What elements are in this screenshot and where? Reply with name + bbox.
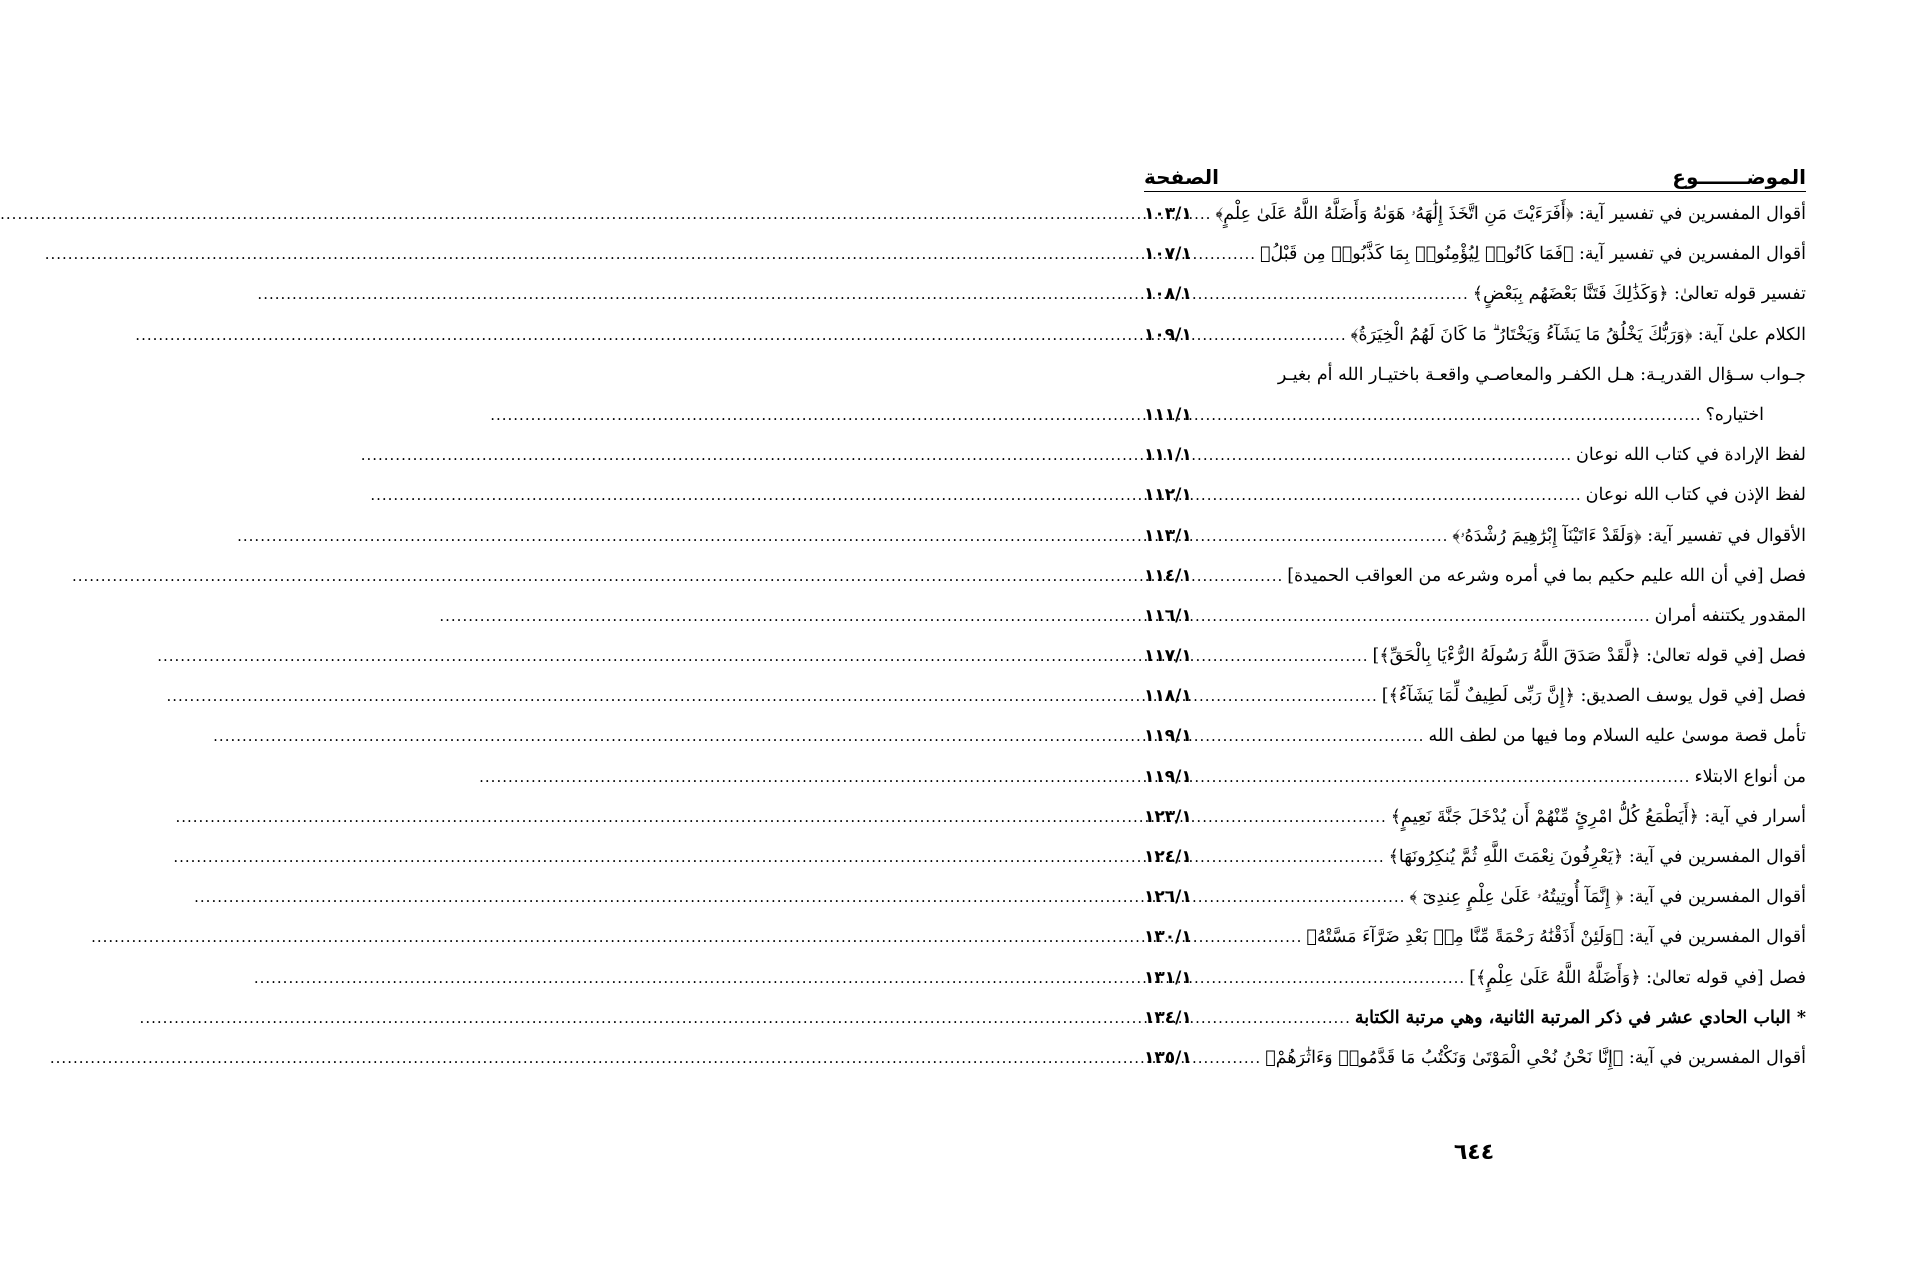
toc-entry-page: ١٠٣/١ (1144, 204, 1192, 224)
toc-entry-page: ١١٣/١ (1144, 525, 1192, 546)
dot-leader (1192, 837, 1389, 877)
dot-leader (1192, 1038, 1265, 1078)
toc-entry-page: ١٢٣/١ (1144, 806, 1192, 827)
dot-leader (1192, 274, 1473, 314)
dot-leader (1192, 917, 1307, 957)
toc-entry-title: أقوال المفسرين في آية: ﴿يَعْرِفُونَ نِعْمَتَ اللَّهِ ثُمَّ يُنكِرُونَهَا﴾ (1388, 847, 1806, 867)
toc-entry-title: أسرار في آية: ﴿أَيَطْمَعُ كُلُّ امْرِئٍ مِّنْهُمْ أَن يُدْخَلَ جَنَّةَ نَعِيمٍ﴾ (1390, 806, 1806, 827)
toc-entry-title: أقوال المفسرين في تفسير آية: ﴿فَمَا كَانُوا۟ لِيُؤْمِنُوا۟ بِمَا كَذَّبُوا۟ مِن قَبْلُ﴾ (1260, 244, 1806, 265)
toc-entry (1144, 797, 1806, 837)
toc-entry-title: لفظ الإذن في كتاب الله نوعان (1585, 485, 1806, 506)
toc-entry-page: ١٢٤/١ (1144, 847, 1192, 867)
toc-entry-title: فصل [في قوله تعالىٰ: ﴿لَّقَدْ صَدَقَ اللَّهُ رَسُولَهُ الرُّءْيَا بِالْحَقِّ﴾] (1372, 646, 1806, 667)
page-number: ٦٤٤ (1453, 1140, 1495, 1165)
dot-leader (1192, 716, 1429, 756)
toc-entry-page: ١١١/١ (1144, 404, 1192, 425)
toc-entry-title: اختياره؟ (1705, 404, 1764, 425)
table-of-contents (1144, 194, 1806, 1078)
toc-entry (1144, 194, 1806, 234)
dot-leader (1192, 475, 1586, 515)
toc-entry (1144, 556, 1806, 596)
toc-entry-page: ١٣٠/١ (1144, 927, 1192, 948)
toc-entry (1144, 596, 1806, 636)
toc-entry-title: فصل [في قول يوسف الصديق: ﴿إِنَّ رَبِّى لَطِيفٌ لِّمَا يَشَآءُ﴾] (1381, 686, 1806, 707)
toc-entry-title: من أنواع الابتلاء (1694, 766, 1806, 787)
toc-entry (1144, 516, 1806, 556)
toc-entry (1144, 877, 1806, 917)
toc-entry (1144, 636, 1806, 676)
toc-entry-title: * الباب الحادي عشر في ذكر المرتبة الثانية، وهي مرتبة الكتابة (1354, 1007, 1806, 1028)
toc-entry-title: أقوال المفسرين في آية: ﴿ إِنَّمَآ أُوتِيتُهُۥ عَلَىٰ عِلْمٍ عِندِىٓ ﴾ (1409, 887, 1806, 908)
dot-leader (1192, 315, 1351, 355)
toc-entry-title: المقدور يكتنفه أمران (1654, 605, 1806, 626)
page-column-label: الصفحة (1144, 165, 1220, 189)
toc-entry (1144, 958, 1806, 998)
dot-leader (1192, 757, 1695, 797)
toc-entry (1144, 917, 1806, 957)
dot-leader (1192, 676, 1382, 716)
toc-entry (1144, 395, 1806, 435)
toc-entry-title: فصل [في أن الله عليم حكيم بما في أمره وشرعه من العواقب الحميدة] (1287, 565, 1806, 586)
toc-entry-page: ١١١/١ (1144, 445, 1192, 466)
toc-entry-page: ١١٢/١ (1144, 485, 1192, 506)
toc-entry (1144, 435, 1806, 475)
toc-entry-page: ١١٧/١ (1144, 646, 1192, 667)
toc-entry-page: ١٣١/١ (1144, 967, 1192, 988)
toc-entry-title: لفظ الإرادة في كتاب الله نوعان (1575, 445, 1806, 466)
toc-entry-title: أقوال المفسرين في آية: ﴿وَلَئِنْ أَذَقْنَٰهُ رَحْمَةً مِّنَّا مِنۢ بَعْدِ ضَرَّآءَ مَسَّتْهُ﴾ (1306, 927, 1806, 948)
toc-entry (1144, 676, 1806, 716)
toc-entry-title: أقوال المفسرين في تفسير آية: ﴿أَفَرَءَيْتَ مَنِ اتَّخَذَ إِلَٰهَهُۥ هَوَىٰهُ وَأَضَلَّهُ اللَّهُ عَلَىٰ عِلْمٍ﴾ (1215, 204, 1806, 224)
toc-entry (1144, 274, 1806, 314)
dot-leader (1192, 556, 1288, 596)
toc-entry-page: ١٣٥/١ (1144, 1047, 1192, 1068)
toc-entry-title: تأمل قصة موسىٰ عليه السلام وما فيها من لطف الله (1428, 726, 1806, 747)
header-rule (1144, 191, 1806, 192)
toc-entry-page: ١٠٩/١ (1144, 324, 1192, 345)
toc-entry-page: ١١٤/١ (1144, 565, 1192, 586)
dot-leader (1192, 877, 1410, 917)
document-page (1024, 0, 1924, 1271)
toc-entry (1144, 837, 1806, 877)
dot-leader (1192, 435, 1576, 475)
toc-entry (1144, 1038, 1806, 1078)
toc-entry-title: جـواب سـؤال القدريـة: هـل الكفـر والمعاصـي واقعـة باختيـار الله أم بغيـر (1277, 364, 1806, 385)
dot-leader (1192, 194, 1216, 234)
toc-entry-page: ١١٩/١ (1144, 766, 1192, 787)
toc-entry (1144, 757, 1806, 797)
toc-entry (1144, 716, 1806, 756)
toc-entry-page: ١٠٧/١ (1144, 244, 1192, 265)
toc-entry-page: ١١٩/١ (1144, 726, 1192, 747)
toc-entry-page: ١١٦/١ (1144, 605, 1192, 626)
toc-entry (1144, 998, 1806, 1038)
toc-entry-page: ١٠٨/١ (1144, 284, 1192, 305)
toc-entry (1144, 234, 1806, 274)
toc-entry-page: ١١٨/١ (1144, 686, 1192, 707)
dot-leader (1192, 636, 1373, 676)
toc-entry-page: ١٢٦/١ (1144, 887, 1192, 908)
table-header (1144, 150, 1806, 190)
dot-leader (1192, 516, 1453, 556)
dot-leader (1192, 958, 1469, 998)
toc-entry (1144, 315, 1806, 355)
dot-leader (1192, 998, 1355, 1038)
dot-leader (1192, 234, 1260, 274)
topic-column-label: الموضـــــــوع (1672, 165, 1806, 189)
toc-entry-title: الأقوال في تفسير آية: ﴿وَلَقَدْ ءَاتَيْنَآ إِبْرَٰهِيمَ رُشْدَهُۥ﴾ (1452, 525, 1806, 546)
toc-entry-title: تفسير قوله تعالىٰ: ﴿وَكَذَٰلِكَ فَتَنَّا بَعْضَهُم بِبَعْضٍ﴾ (1472, 284, 1806, 305)
dot-leader (1192, 596, 1655, 636)
dot-leader (1192, 797, 1391, 837)
toc-entry (1144, 355, 1806, 395)
dot-leader (1192, 395, 1706, 435)
toc-entry-title: أقوال المفسرين في آية: ﴿إِنَّا نَحْنُ نُحْىِ الْمَوْتَىٰ وَنَكْتُبُ مَا قَدَّمُوا۟ وَءَاثَٰرَهُمْ﴾ (1265, 1047, 1806, 1068)
toc-entry-title: الكلام علىٰ آية: ﴿وَرَبُّكَ يَخْلُقُ مَا يَشَآءُ وَيَخْتَارُ ۗ مَا كَانَ لَهُمُ الْخِيَرَةُ﴾ (1350, 324, 1806, 345)
toc-entry-title: فصل [في قوله تعالىٰ: ﴿وَأَضَلَّهُ اللَّهُ عَلَىٰ عِلْمٍ﴾] (1469, 967, 1806, 988)
toc-entry (1144, 475, 1806, 515)
toc-entry-page: ١٣٤/١ (1144, 1007, 1192, 1028)
